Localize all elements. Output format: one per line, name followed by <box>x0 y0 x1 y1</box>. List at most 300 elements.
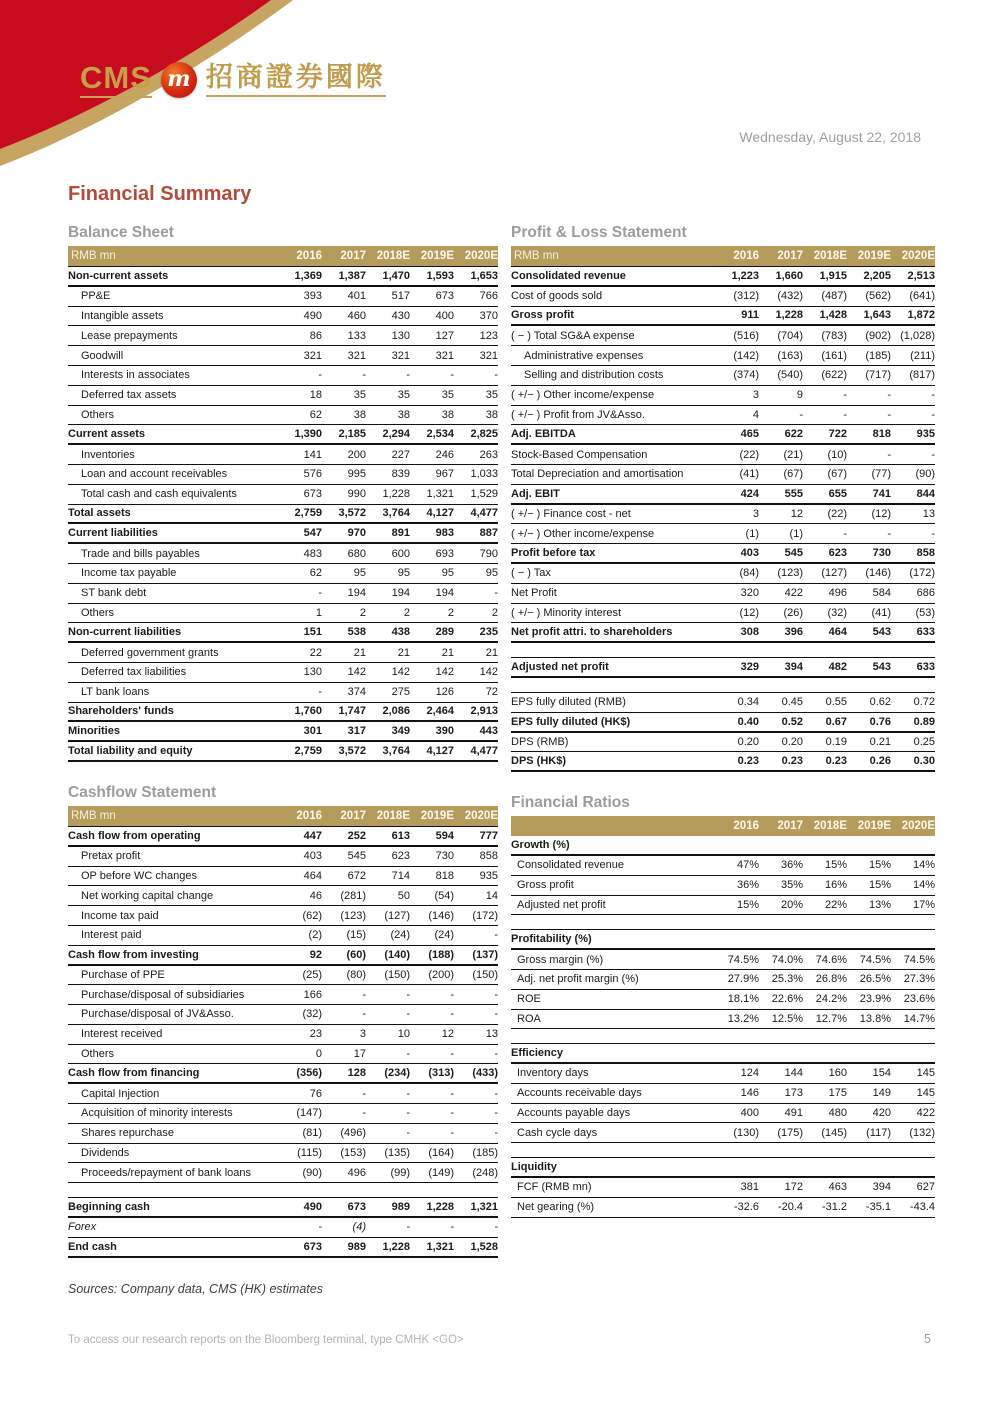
cell-value: - <box>406 1107 410 1120</box>
table-row <box>511 307 935 327</box>
cell-value: 374 <box>347 686 366 699</box>
row-label: ( +/− ) Minority interest <box>511 606 622 619</box>
cell-value: 1,228 <box>382 488 410 501</box>
cell-value: 686 <box>916 587 935 600</box>
cell-value: 15% <box>868 879 891 892</box>
cell-value: 130 <box>391 329 410 342</box>
cell-value: - <box>494 929 498 942</box>
cell-value: (356) <box>296 1067 322 1080</box>
cell-value: (153) <box>340 1147 366 1160</box>
cell-value: 0.34 <box>737 696 759 709</box>
cell-value: - <box>362 988 366 1001</box>
cell-value: 422 <box>784 587 803 600</box>
table-row <box>68 663 498 683</box>
table-row <box>68 827 498 847</box>
table-row <box>68 1084 498 1104</box>
year-header: 2018E <box>376 809 410 822</box>
pnl-title: Profit & Loss Statement <box>511 224 687 241</box>
cell-value: (81) <box>302 1127 322 1140</box>
cell-value: 0.40 <box>737 715 759 728</box>
table-row <box>68 722 498 742</box>
cell-value: 36% <box>780 859 803 872</box>
cashflow-section <box>68 784 498 1258</box>
row-label: Gross profit <box>517 879 574 892</box>
cell-value: 2,205 <box>863 269 891 282</box>
cell-value: - <box>450 1127 454 1140</box>
table-row <box>68 1163 498 1183</box>
cell-value: (1) <box>789 527 803 540</box>
cell-value: 21 <box>485 646 498 659</box>
cell-value: 21 <box>353 646 366 659</box>
cell-value: 673 <box>435 290 454 303</box>
cell-value: 1,428 <box>819 309 847 322</box>
cell-value: 400 <box>435 309 454 322</box>
row-label: Acquisition of minority interests <box>81 1107 233 1120</box>
cell-value: 321 <box>479 349 498 362</box>
cell-value: (140) <box>384 948 410 961</box>
cell-value: 989 <box>391 1201 410 1214</box>
cell-value: 95 <box>397 567 410 580</box>
cell-value: 321 <box>347 349 366 362</box>
row-label: Liquidity <box>511 1161 557 1174</box>
table-row <box>68 406 498 426</box>
cell-value: 2 <box>491 606 498 619</box>
page-title: Financial Summary <box>68 183 252 205</box>
cell-value: 613 <box>391 829 410 842</box>
cell-value: (313) <box>428 1067 454 1080</box>
cell-value: 1,470 <box>382 269 410 282</box>
row-label: Net working capital change <box>81 889 214 902</box>
cell-value: (487) <box>821 290 847 303</box>
table-row <box>68 926 498 946</box>
row-label: End cash <box>68 1240 117 1253</box>
cell-value: 128 <box>347 1067 366 1080</box>
content-columns <box>68 224 935 1296</box>
table-row <box>511 465 935 485</box>
cell-value: (77) <box>871 468 891 481</box>
row-label: Loan and account receivables <box>81 468 228 481</box>
cell-value: 420 <box>872 1107 891 1120</box>
year-header: 2016 <box>733 820 759 833</box>
cell-value: (24) <box>434 929 454 942</box>
table-row <box>68 584 498 604</box>
cell-value: 289 <box>435 626 454 639</box>
table-row <box>68 847 498 867</box>
table-row <box>511 485 935 505</box>
cell-value: 14 <box>485 889 498 902</box>
cell-value: - <box>406 1221 410 1234</box>
year-header: 2017 <box>340 809 366 822</box>
cell-value: (172) <box>472 909 498 922</box>
table-row <box>511 564 935 584</box>
cell-value: 465 <box>740 428 759 441</box>
cell-value: - <box>450 1107 454 1120</box>
cell-value: 693 <box>435 547 454 560</box>
cell-value: - <box>318 686 322 699</box>
table-row <box>511 544 935 564</box>
cell-value: (312) <box>733 290 759 303</box>
table-row <box>511 1123 935 1143</box>
cell-value: 0.89 <box>913 715 935 728</box>
cell-value: 200 <box>347 448 366 461</box>
row-label: DPS (HK$) <box>511 755 567 768</box>
ratios-table <box>511 836 935 1218</box>
cell-value: 0.19 <box>825 735 847 748</box>
cell-value: (123) <box>340 909 366 922</box>
cell-value: 858 <box>916 547 935 560</box>
table-row <box>68 1005 498 1025</box>
cell-value: 655 <box>828 487 847 500</box>
cell-value: 401 <box>347 290 366 303</box>
row-label: Net profit attri. to shareholders <box>511 626 673 639</box>
cell-value: 1,747 <box>338 705 366 718</box>
cell-value: 175 <box>828 1087 847 1100</box>
table-row <box>68 742 498 762</box>
cell-value: (4) <box>352 1221 366 1234</box>
cell-value: 18.1% <box>727 993 759 1006</box>
cell-value: 3 <box>752 389 759 402</box>
cell-value: 142 <box>347 666 366 679</box>
row-label: Income tax paid <box>81 909 159 922</box>
cell-value: 141 <box>303 448 322 461</box>
cell-value: (15) <box>346 929 366 942</box>
cell-value: 1 <box>315 606 322 619</box>
cell-value: -43.4 <box>909 1201 935 1214</box>
cell-value: 990 <box>347 488 366 501</box>
row-label: ROE <box>517 993 541 1006</box>
cell-value: 400 <box>740 1107 759 1120</box>
cell-value: (817) <box>909 369 935 382</box>
table-row <box>511 445 935 465</box>
cell-value: 680 <box>347 547 366 560</box>
cell-value: 2,759 <box>294 745 322 758</box>
cell-value: (21) <box>783 448 803 461</box>
cell-value: 0.67 <box>825 715 847 728</box>
cell-value: 15% <box>868 859 891 872</box>
cell-value: 329 <box>740 661 759 674</box>
table-row <box>68 1238 498 1258</box>
cell-value: 321 <box>391 349 410 362</box>
cell-value: 13% <box>868 898 891 911</box>
cell-value: 1,321 <box>470 1201 498 1214</box>
table-row <box>68 1045 498 1065</box>
cell-value: 490 <box>303 1201 322 1214</box>
cell-value: - <box>887 389 891 402</box>
row-label: EPS fully diluted (RMB) <box>511 696 626 709</box>
cell-value: 74.6% <box>815 953 847 966</box>
cell-value: -20.4 <box>777 1201 803 1214</box>
cell-value: 23.9% <box>859 993 891 1006</box>
table-row <box>511 406 935 426</box>
year-header: 2020E <box>901 250 935 262</box>
cell-value: 130 <box>303 666 322 679</box>
cell-value: 35 <box>441 389 454 402</box>
row-label: ( +/− ) Other income/expense <box>511 389 655 402</box>
table-row <box>68 1218 498 1238</box>
cell-value: 983 <box>435 527 454 540</box>
row-label: Capital Injection <box>81 1087 160 1100</box>
cell-value: - <box>843 527 847 540</box>
cell-value: (22) <box>827 507 847 520</box>
cell-value: 967 <box>435 468 454 481</box>
row-label: Goodwill <box>81 349 124 362</box>
cell-value: 12.5% <box>771 1012 803 1025</box>
pnl-section <box>511 224 935 772</box>
cell-value: 460 <box>347 309 366 322</box>
cell-value: (67) <box>827 468 847 481</box>
row-label: Net gearing (%) <box>517 1201 595 1214</box>
cell-value: 370 <box>479 309 498 322</box>
row-label: ( +/− ) Profit from JV&Asso. <box>511 408 645 421</box>
cell-value: (150) <box>472 968 498 981</box>
cell-value: 1,390 <box>294 428 322 441</box>
row-label: Accounts receivable days <box>517 1087 642 1100</box>
cell-value: 623 <box>391 850 410 863</box>
cell-value: 72 <box>485 686 498 699</box>
cell-value: (127) <box>384 909 410 922</box>
cell-value: - <box>843 408 847 421</box>
cell-value: 2 <box>403 606 410 619</box>
cell-value: 1,387 <box>338 269 366 282</box>
cell-value: (60) <box>346 948 366 961</box>
cell-value: 464 <box>303 869 322 882</box>
cell-value: 320 <box>740 587 759 600</box>
cell-value: 14% <box>912 879 935 892</box>
row-label: Gross profit <box>511 309 574 322</box>
balance-sheet-section <box>68 224 498 762</box>
cell-value: (185) <box>865 349 891 362</box>
cell-value: 92 <box>309 948 322 961</box>
cell-value: 4,127 <box>426 507 454 520</box>
cell-value: - <box>494 1107 498 1120</box>
cell-value: 673 <box>347 1201 366 1214</box>
row-label: Inventory days <box>517 1067 589 1080</box>
cell-value: 672 <box>347 869 366 882</box>
unit-label: RMB mn <box>514 250 559 262</box>
table-row <box>68 505 498 525</box>
cell-value: 623 <box>828 547 847 560</box>
table-row <box>511 856 935 876</box>
cell-value: (117) <box>866 1126 891 1139</box>
row-label: Non-current assets <box>68 269 169 282</box>
cell-value: 194 <box>435 587 454 600</box>
cell-value: - <box>887 408 891 421</box>
cell-value: - <box>406 1127 410 1140</box>
cell-value: (432) <box>777 290 803 303</box>
company-logo <box>80 62 386 98</box>
cashflow-header-bar <box>68 806 498 826</box>
cell-value: 777 <box>479 829 498 842</box>
cell-value: 26.5% <box>859 973 891 986</box>
row-label: Trade and bills payables <box>81 547 200 560</box>
cell-value: (12) <box>739 606 759 619</box>
row-label: Minorities <box>68 725 120 738</box>
cell-value: (123) <box>777 567 803 580</box>
cell-value: 17 <box>353 1048 366 1061</box>
row-label: Stock-Based Compensation <box>511 448 648 461</box>
cell-value: 86 <box>309 329 322 342</box>
row-label: LT bank loans <box>81 686 150 699</box>
row-label: Accounts payable days <box>517 1107 631 1120</box>
left-column <box>68 224 498 1296</box>
cell-value: 10 <box>397 1028 410 1041</box>
cell-value: 2,913 <box>470 705 498 718</box>
page-footer <box>68 1332 931 1346</box>
cell-value: 321 <box>435 349 454 362</box>
table-row <box>68 267 498 287</box>
cell-value: (641) <box>909 290 935 303</box>
footer-text: To access our research reports on the Bloomberg terminal, type CMHK <GO> <box>68 1334 464 1346</box>
cell-value: (26) <box>783 606 803 619</box>
cell-value: 4,477 <box>470 745 498 758</box>
year-header: 2017 <box>340 250 366 262</box>
cell-value: 14% <box>912 859 935 872</box>
year-header: 2019E <box>857 820 891 833</box>
cell-value: 74.5% <box>859 953 891 966</box>
table-row <box>511 950 935 970</box>
row-label: Purchase/disposal of subsidiaries <box>81 988 245 1001</box>
cell-value: (1) <box>745 527 759 540</box>
cell-value: 145 <box>916 1087 935 1100</box>
cashflow-title: Cashflow Statement <box>68 783 217 801</box>
row-label: Purchase of PPE <box>81 968 165 981</box>
cell-value: 3,764 <box>382 745 410 758</box>
cell-value: - <box>362 1008 366 1021</box>
cell-value: 673 <box>303 1240 322 1253</box>
cell-value: 35 <box>353 389 366 402</box>
row-label: Total liability and equity <box>68 745 193 758</box>
ratios-header-bar <box>511 816 935 836</box>
cell-value: 935 <box>916 428 935 441</box>
table-row <box>511 1084 935 1104</box>
table-row <box>511 1104 935 1124</box>
balance-sheet-table <box>68 266 498 762</box>
cell-value: 438 <box>391 626 410 639</box>
cell-value: 390 <box>435 725 454 738</box>
balance-sheet-title: Balance Sheet <box>68 224 174 241</box>
cell-value: - <box>931 408 935 421</box>
row-label: ( +/− ) Other income/expense <box>511 527 655 540</box>
row-label: Deferred tax assets <box>81 389 177 402</box>
cell-value: 27.3% <box>903 973 935 986</box>
cell-value: 124 <box>740 1067 759 1080</box>
cell-value: (185) <box>472 1147 498 1160</box>
row-label: Cash cycle days <box>517 1126 598 1139</box>
cell-value: 13 <box>485 1028 498 1041</box>
cell-value: (90) <box>302 1166 322 1179</box>
row-label: Current liabilities <box>68 527 158 540</box>
row-label: Adj. net profit margin (%) <box>517 973 639 986</box>
report-date: Wednesday, August 22, 2018 <box>739 129 921 145</box>
cell-value: 0.45 <box>781 696 803 709</box>
cell-value: - <box>843 389 847 402</box>
cell-value: 1,228 <box>382 1240 410 1253</box>
row-label: ( − ) Tax <box>511 567 551 580</box>
cell-value: 22.6% <box>771 993 803 1006</box>
year-header: 2019E <box>857 250 891 262</box>
cell-value: 935 <box>479 869 498 882</box>
cell-value: (132) <box>909 1126 935 1139</box>
year-header: 2019E <box>420 809 454 822</box>
cell-value: 24.2% <box>815 993 847 1006</box>
row-label: Deferred tax liabilities <box>81 666 187 679</box>
cell-value: (516) <box>733 329 759 342</box>
cell-value: 142 <box>479 666 498 679</box>
cell-value: 1,529 <box>470 488 498 501</box>
cell-value: 3,572 <box>338 745 366 758</box>
unit-label: RMB mn <box>71 250 116 262</box>
cell-value: 4,127 <box>426 745 454 758</box>
cell-value: 490 <box>303 309 322 322</box>
row-label: Total Depreciation and amortisation <box>511 468 684 481</box>
cell-value: 22 <box>309 646 322 659</box>
cell-value: 2,534 <box>426 428 454 441</box>
cell-value: (41) <box>871 606 891 619</box>
cell-value: - <box>406 1087 410 1100</box>
cell-value: 844 <box>916 487 935 500</box>
cell-value: - <box>450 1048 454 1061</box>
table-row <box>68 604 498 624</box>
cell-value: 95 <box>485 567 498 580</box>
table-spacer-row <box>511 678 935 693</box>
cell-value: 50 <box>397 889 410 902</box>
cell-value: (137) <box>472 948 498 961</box>
table-row <box>511 1158 935 1178</box>
cell-value: (200) <box>428 968 454 981</box>
table-row <box>511 584 935 604</box>
cell-value: - <box>318 369 322 382</box>
cell-value: 600 <box>391 547 410 560</box>
pnl-table <box>511 266 935 772</box>
table-spacer-row <box>511 643 935 658</box>
table-row <box>511 693 935 713</box>
row-label: Administrative expenses <box>524 349 644 362</box>
cell-value: 22% <box>824 898 847 911</box>
row-label: ( − ) Total SG&A expense <box>511 329 635 342</box>
cell-value: (562) <box>865 290 891 303</box>
row-label: Others <box>81 606 115 619</box>
row-label: Income tax payable <box>81 567 177 580</box>
cell-value: 16% <box>824 879 847 892</box>
table-row <box>511 1198 935 1218</box>
table-row <box>511 1044 935 1064</box>
cell-value: 166 <box>303 988 322 1001</box>
cell-value: 1,653 <box>470 269 498 282</box>
cell-value: - <box>362 1107 366 1120</box>
table-row <box>68 1124 498 1144</box>
year-header: 2018E <box>376 250 410 262</box>
cell-value: 142 <box>435 666 454 679</box>
cell-value: 2,825 <box>470 428 498 441</box>
row-label: Net Profit <box>511 587 557 600</box>
cell-value: 517 <box>391 290 410 303</box>
cell-value: 496 <box>347 1166 366 1179</box>
cell-value: 317 <box>347 725 366 738</box>
cashflow-table <box>68 826 498 1258</box>
table-row <box>68 524 498 544</box>
right-column <box>511 224 935 1296</box>
row-label: Cost of goods sold <box>511 290 603 303</box>
table-row <box>68 623 498 643</box>
cell-value: 496 <box>828 587 847 600</box>
table-row <box>511 1010 935 1030</box>
cell-value: -35.1 <box>865 1201 891 1214</box>
row-label: Growth (%) <box>511 839 570 852</box>
cell-value: 483 <box>303 547 322 560</box>
table-row <box>511 752 935 772</box>
cell-value: 584 <box>872 587 891 600</box>
cell-value: 235 <box>479 626 498 639</box>
